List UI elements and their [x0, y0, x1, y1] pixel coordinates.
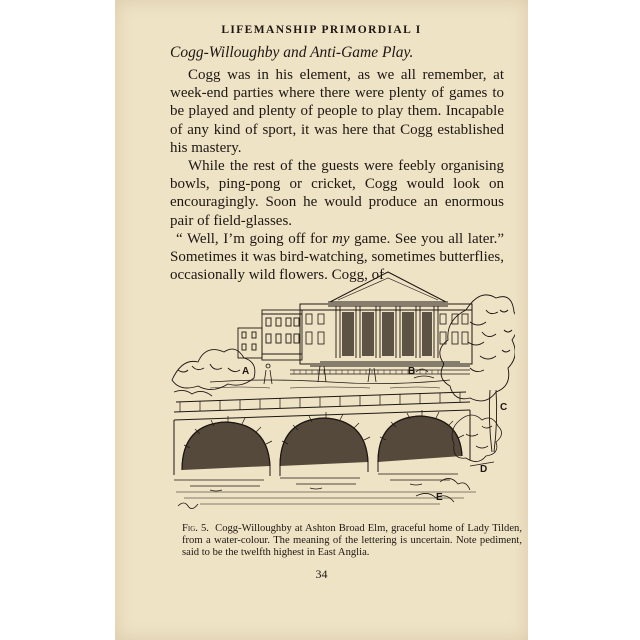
manor-bridge-illustration	[170, 270, 515, 515]
book-page	[115, 0, 528, 640]
paragraph-1: Cogg was in his element, as we all remember, at week-end parties where there were plenty of games to be played and plenty of people to play them. Incapable of any kind of sport, it was here that Cogg established his mastery.	[170, 67, 504, 156]
artist-signature	[178, 503, 198, 509]
letter-e: E	[436, 492, 443, 503]
paragraph-3: “ Well, I’m going off for my game. See you all later.” Sometimes it was bird-watching, sometimes butterflies, occasionally wild flowers. Cogg, of	[170, 230, 505, 284]
figure-caption	[182, 523, 522, 559]
caption-text: Cogg-Willoughby at Ashton Broad Elm, graceful home of Lady Tilden, from a water-colour. The meaning of the lettering is uncertain. Note pediment, said to be the twelfth highest in East Anglia.	[182, 523, 522, 558]
manor-house	[290, 272, 472, 374]
emphasis-my: my	[332, 230, 350, 247]
letter-d: D	[480, 464, 488, 475]
paragraph-2: While the rest of the guests were feebly organising bowls, ping-pong or cricket, Cogg would look on encouragingly. Soon he would produce an enormous pair of field-glasses.	[170, 158, 504, 229]
page-number: 34	[315, 567, 328, 581]
letter-a: A	[242, 366, 250, 377]
running-head: LIFEMANSHIP PRIMORDIAL I	[221, 24, 422, 36]
letter-c: C	[500, 402, 508, 413]
water-reflections	[174, 474, 476, 504]
caption-label: Fig. 5.	[182, 523, 209, 534]
letter-b: B	[408, 366, 416, 377]
stone-bridge	[174, 392, 470, 476]
section-title: Cogg-Willoughby and Anti-Game Play.	[170, 44, 414, 61]
body-text	[170, 66, 504, 284]
left-wing	[238, 310, 302, 360]
